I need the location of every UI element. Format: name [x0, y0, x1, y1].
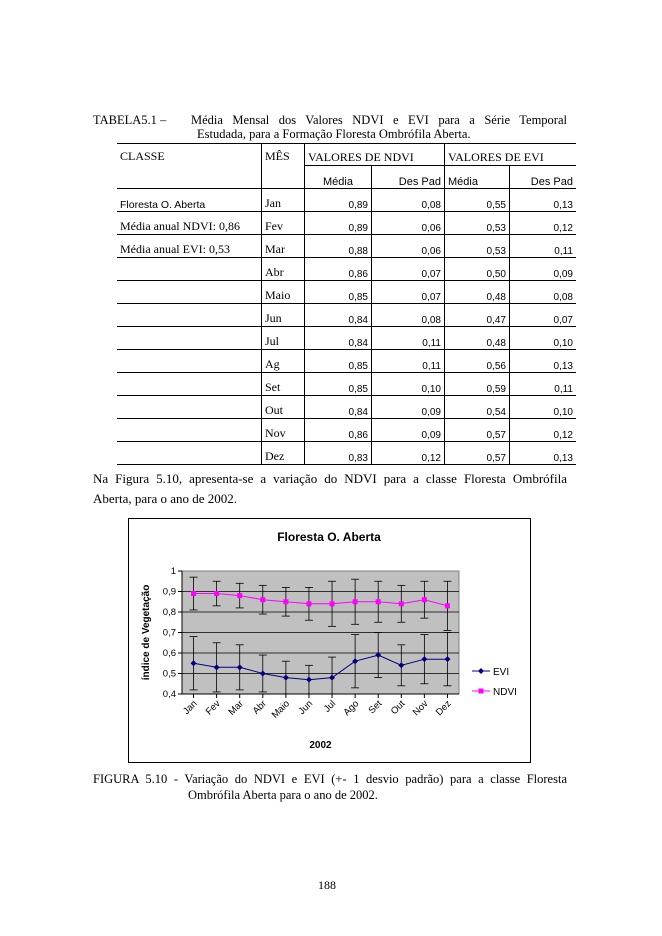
table-row — [117, 304, 576, 327]
subheader-evi-despad: Des Pad — [510, 166, 577, 189]
x-tick-label: Set — [366, 698, 385, 717]
ndvi-media-cell: 0,83 — [305, 442, 372, 465]
ndvi-point — [214, 591, 219, 596]
evi-despad-cell: 0,13 — [510, 442, 577, 465]
class-cell — [117, 350, 262, 373]
ndvi-point — [353, 599, 358, 604]
ndvi-point — [445, 603, 450, 608]
header-mes: MÊS — [262, 144, 305, 189]
x-tick-label: Nov — [410, 698, 431, 719]
header-ndvi: VALORES DE NDVI — [305, 144, 445, 166]
ndvi-despad-cell: 0,08 — [372, 189, 445, 212]
month-cell: Out — [262, 396, 305, 419]
ndvi-media-cell: 0,85 — [305, 281, 372, 304]
x-tick-label: Maio — [269, 698, 292, 721]
chart-frame — [128, 518, 531, 763]
evi-media-cell: 0,47 — [445, 304, 510, 327]
table-row — [117, 281, 576, 304]
month-cell: Abr — [262, 258, 305, 281]
table-row — [117, 419, 576, 442]
ndvi-despad-cell: 0,11 — [372, 350, 445, 373]
legend-label-evi: EVI — [493, 667, 510, 678]
y-tick-label: 0,5 — [162, 668, 176, 680]
ndvi-media-cell: 0,89 — [305, 212, 372, 235]
y-tick-label: 0,8 — [162, 607, 176, 618]
table-caption-label: TABELA5.1 – — [93, 113, 167, 127]
month-cell: Dez — [262, 442, 305, 465]
ndvi-point — [306, 601, 311, 606]
month-cell: Nov — [262, 419, 305, 442]
x-tick-label: Abr — [250, 698, 269, 717]
ndvi-media-cell: 0,84 — [305, 396, 372, 419]
legend-marker-ndvi — [479, 689, 484, 694]
evi-media-cell: 0,55 — [445, 189, 510, 212]
ndvi-despad-cell: 0,09 — [372, 396, 445, 419]
header-classe: CLASSE — [117, 144, 262, 189]
paragraph-line2: Aberta, para o ano de 2002. — [93, 491, 238, 506]
month-cell: Fev — [262, 212, 305, 235]
class-cell — [117, 258, 262, 281]
legend-label-ndvi: NDVI — [493, 687, 517, 698]
evi-despad-cell: 0,11 — [510, 373, 577, 396]
ndvi-media-cell: 0,86 — [305, 419, 372, 442]
month-cell: Mar — [262, 235, 305, 258]
class-cell — [117, 442, 262, 465]
x-tick-label: Fev — [203, 698, 223, 718]
ndvi-point — [330, 601, 335, 606]
class-cell — [117, 327, 262, 350]
table-row — [117, 258, 576, 281]
ndvi-despad-cell: 0,07 — [372, 281, 445, 304]
month-cell: Set — [262, 373, 305, 396]
ndvi-despad-cell: 0,09 — [372, 419, 445, 442]
evi-despad-cell: 0,10 — [510, 327, 577, 350]
evi-media-cell: 0,57 — [445, 442, 510, 465]
class-cell — [117, 304, 262, 327]
subheader-ndvi-media: Média — [305, 166, 372, 189]
ndvi-media-cell: 0,84 — [305, 327, 372, 350]
evi-media-cell: 0,56 — [445, 350, 510, 373]
evi-media-cell: 0,57 — [445, 419, 510, 442]
figure-caption-line1: FIGURA 5.10 - Variação do NDVI e EVI (+- 1 desvio padrão) para a classe Floresta — [93, 772, 567, 786]
ndvi-point — [260, 597, 265, 602]
evi-despad-cell: 0,09 — [510, 258, 577, 281]
class-cell: Média anual NDVI: 0,86 — [117, 212, 262, 235]
ndvi-point — [399, 601, 404, 606]
evi-media-cell: 0,48 — [445, 327, 510, 350]
evi-media-cell: 0,53 — [445, 212, 510, 235]
ndvi-despad-cell: 0,08 — [372, 304, 445, 327]
table-row — [117, 350, 576, 373]
class-cell: Média anual EVI: 0,53 — [117, 235, 262, 258]
x-tick-label: Out — [388, 698, 408, 717]
page-number: 188 — [318, 878, 336, 892]
ndvi-media-cell: 0,89 — [305, 189, 372, 212]
evi-despad-cell: 0,07 — [510, 304, 577, 327]
evi-media-cell: 0,48 — [445, 281, 510, 304]
evi-media-cell: 0,50 — [445, 258, 510, 281]
table-row — [117, 373, 576, 396]
ndvi-point — [191, 591, 196, 596]
legend-marker-evi — [478, 668, 484, 674]
month-cell: Jan — [262, 189, 305, 212]
figure-caption — [93, 771, 567, 803]
ndvi-media-cell: 0,86 — [305, 258, 372, 281]
ndvi-media-cell: 0,88 — [305, 235, 372, 258]
subheader-ndvi-despad: Des Pad — [372, 166, 445, 189]
ndvi-media-cell: 0,85 — [305, 350, 372, 373]
ndvi-point — [422, 597, 427, 602]
x-tick-label: Mar — [226, 698, 246, 718]
month-cell: Jul — [262, 327, 305, 350]
paragraph-line1: Na Figura 5.10, apresenta-se a variação do NDVI para a classe Floresta Ombrófila — [93, 471, 567, 486]
x-tick-label: Jan — [181, 698, 200, 717]
table-header-row — [117, 144, 576, 166]
x-axis-label: 2002 — [309, 740, 332, 751]
evi-despad-cell: 0,13 — [510, 189, 577, 212]
ndvi-point — [283, 599, 288, 604]
table-row — [117, 212, 576, 235]
y-tick-label: 0,6 — [162, 648, 176, 659]
x-tick-label: Ago — [341, 698, 362, 719]
y-tick-label: 0,7 — [162, 627, 176, 639]
table-row — [117, 396, 576, 419]
class-cell: Floresta O. Aberta — [117, 189, 262, 212]
table-caption-line2: Estudada, para a Formação Floresta Ombrófila Aberta. — [197, 127, 471, 141]
class-cell — [117, 419, 262, 442]
monthly-ndvi-evi-table — [117, 143, 576, 465]
class-cell — [117, 281, 262, 304]
ndvi-media-cell: 0,85 — [305, 373, 372, 396]
evi-despad-cell: 0,12 — [510, 212, 577, 235]
chart-title: Floresta O. Aberta — [277, 530, 381, 544]
y-tick-label: 1 — [170, 566, 176, 577]
y-axis-label: índice de Vegetação — [141, 584, 152, 681]
evi-despad-cell: 0,08 — [510, 281, 577, 304]
ndvi-despad-cell: 0,07 — [372, 258, 445, 281]
x-tick-label: Dez — [433, 698, 454, 719]
subheader-evi-media: Média — [445, 166, 510, 189]
body-paragraph — [93, 469, 567, 509]
evi-media-cell: 0,59 — [445, 373, 510, 396]
evi-despad-cell: 0,13 — [510, 350, 577, 373]
header-evi: VALORES DE EVI — [445, 144, 577, 166]
evi-media-cell: 0,53 — [445, 235, 510, 258]
ndvi-media-cell: 0,84 — [305, 304, 372, 327]
evi-despad-cell: 0,11 — [510, 235, 577, 258]
table-row — [117, 189, 576, 212]
ndvi-despad-cell: 0,11 — [372, 327, 445, 350]
table-row — [117, 442, 576, 465]
ndvi-point — [237, 593, 242, 598]
table-caption-line1: Média Mensal dos Valores NDVI e EVI para a Série Temporal — [191, 113, 567, 127]
x-tick-label: Jun — [296, 698, 316, 717]
class-cell — [117, 373, 262, 396]
figure-caption-line2: Ombrófila Aberta para o ano de 2002. — [188, 788, 378, 802]
ndvi-despad-cell: 0,06 — [372, 212, 445, 235]
x-tick-label: Jul — [321, 698, 339, 715]
ndvi-point — [376, 599, 381, 604]
ndvi-despad-cell: 0,06 — [372, 235, 445, 258]
month-cell: Maio — [262, 281, 305, 304]
y-tick-label: 0,9 — [162, 586, 176, 598]
ndvi-evi-chart — [129, 519, 530, 762]
month-cell: Ag — [262, 350, 305, 373]
y-tick-label: 0,4 — [162, 689, 176, 700]
class-cell — [117, 396, 262, 419]
ndvi-despad-cell: 0,12 — [372, 442, 445, 465]
table-row — [117, 235, 576, 258]
evi-despad-cell: 0,10 — [510, 396, 577, 419]
evi-despad-cell: 0,12 — [510, 419, 577, 442]
table-row — [117, 327, 576, 350]
month-cell: Jun — [262, 304, 305, 327]
evi-media-cell: 0,54 — [445, 396, 510, 419]
ndvi-despad-cell: 0,10 — [372, 373, 445, 396]
